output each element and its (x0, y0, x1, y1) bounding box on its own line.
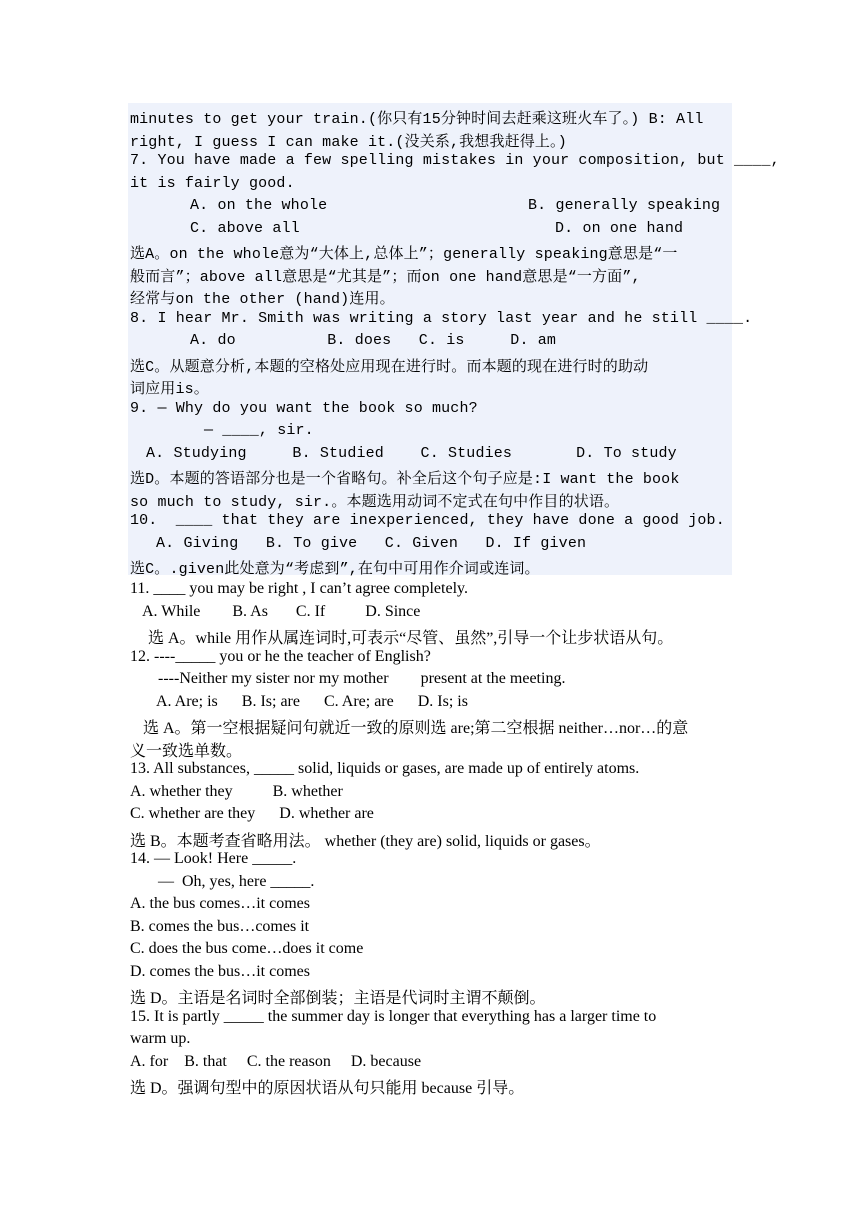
option-d: D. comes the bus…it comes (130, 963, 310, 980)
option-c: C. does the bus come…does it come (130, 940, 364, 957)
options-13: C. whether are they D. whether are (130, 805, 374, 822)
option-d: D. on one hand (555, 220, 684, 237)
answer-9: 选D。本题的答语部分也是一个省略句。补全后这个句子应是:I want the book (130, 471, 680, 488)
options-9: A. Studying B. Studied C. Studies D. To study (146, 445, 677, 462)
options-12: A. Are; is B. Is; are C. Are; are D. Is; is (156, 693, 468, 710)
text-line: 经常与on the other (hand)连用。 (130, 291, 395, 308)
answer-8: 选C。从题意分析,本题的空格处应用现在进行时。而本题的现在进行时的助动 (130, 359, 649, 376)
options-13: A. whether they B. whether (130, 783, 343, 800)
question-8: 8. I hear Mr. Smith was writing a story last year and he still ____. (130, 310, 753, 327)
option-b: B. generally speaking (528, 197, 721, 214)
text-line: — ____, sir. (204, 422, 314, 439)
answer-12: 选 A。第一空根据疑问句就近一致的原则选 are;第二空根据 neither…nor…的意 (143, 720, 689, 737)
question-13: 13. All substances, _____ solid, liquids or gases, are made up of entirely atoms. (130, 760, 640, 777)
text-line: 般而言”；above all意思是“尤其是”；而on one hand意思是“一方面”, (130, 269, 641, 286)
answer-7: 选A。on the whole意为“大体上,总体上”；generally speaking意思是“一 (130, 246, 678, 263)
answer-13: 选 B。本题考查省略用法。 whether (they are) solid, liquids or gases。 (130, 833, 601, 850)
option-a: A. the bus comes…it comes (130, 895, 310, 912)
answer-14: 选 D。主语是名词时全部倒装；主语是代词时主谓不颠倒。 (130, 990, 546, 1007)
question-7: 7. You have made a few spelling mistakes in your composition, but ____, (130, 152, 780, 169)
question-11: 11. ____ you may be right , I can’t agree completely. (130, 580, 468, 597)
text-line: minutes to get your train.(你只有15分钟时间去赶乘这班火车了。) B: All (130, 111, 704, 128)
text-line: so much to study, sir.。本题选用动词不定式在句中作目的状语。 (130, 494, 620, 511)
answer-15: 选 D。强调句型中的原因状语从句只能用 because 引导。 (130, 1080, 525, 1097)
question-12: 12. ----_____ you or he the teacher of English? (130, 648, 431, 665)
options-8: A. do B. does C. is D. am (190, 332, 557, 349)
option-b: B. comes the bus…comes it (130, 918, 310, 935)
text-line: ----Neither my sister nor my mother present at the meeting. (158, 670, 566, 687)
option-c: C. above all (190, 220, 300, 237)
option-a: A. on the whole (190, 197, 328, 214)
options-11: A. While B. As C. If D. Since (142, 603, 421, 620)
text-line: 词应用is。 (130, 381, 209, 398)
options-10: A. Giving B. To give C. Given D. If given (156, 535, 587, 552)
answer-10: 选C。.given此处意为“考虑到”,在句中可用作介词或连词。 (130, 561, 540, 578)
question-14: 14. — Look! Here _____. (130, 850, 297, 867)
text-line: warm up. (130, 1030, 191, 1047)
options-15: A. for B. that C. the reason D. because (130, 1053, 422, 1070)
question-15: 15. It is partly _____ the summer day is longer that everything has a larger time to (130, 1008, 657, 1025)
text-line: — Oh, yes, here _____. (158, 873, 315, 890)
text-line: 义一致选单数。 (130, 743, 243, 760)
question-9: 9. — Why do you want the book so much? (130, 400, 478, 417)
answer-11: 选 A。while 用作从属连词时,可表示“尽管、虽然”,引导一个让步状语从句。 (148, 630, 674, 647)
question-10: 10. ____ that they are inexperienced, they have done a good job. (130, 512, 725, 529)
text-line: right, I guess I can make it.(没关系,我想我赶得上。) (130, 134, 567, 151)
text-line: it is fairly good. (130, 175, 295, 192)
